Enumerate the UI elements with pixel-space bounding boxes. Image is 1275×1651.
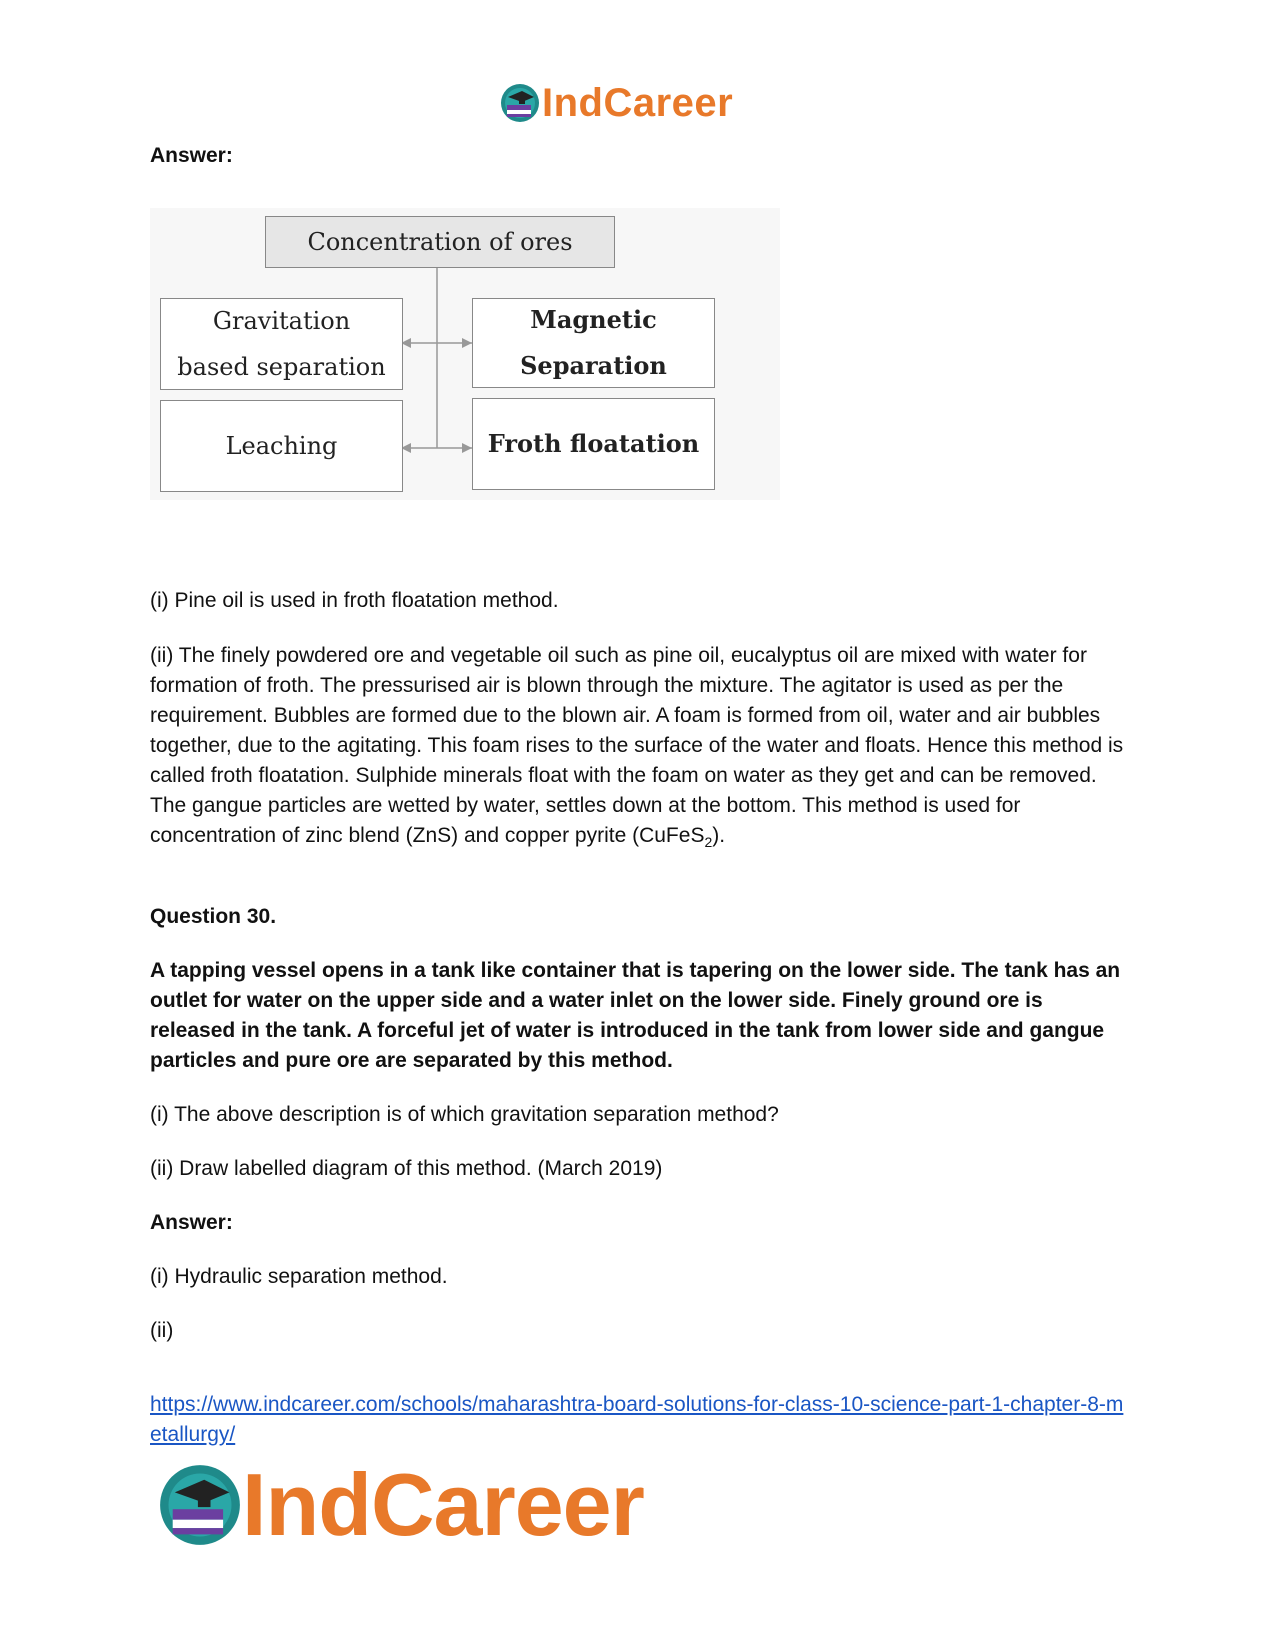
graduation-cap-books-icon	[500, 83, 540, 123]
leaching-box	[160, 400, 403, 492]
source-link[interactable]: https://www.indcareer.com/schools/maharashtra-board-solutions-for-class-10-science-part-1-chapter-8-metallurgy/	[150, 1393, 1124, 1446]
answer2-ii: (ii)	[150, 1319, 174, 1342]
footer-brand-wordmark: IndCareer	[242, 1455, 644, 1554]
question-text: A tapping vessel opens in a tank like container that is tapering on the lower side. The tank has an outlet for water on the upper side and a water inlet on the lower side. Finely ground ore is released in the tank. A forceful jet of water is introduced in the tank from lower side and gangue particles and pure ore are separated by this method.	[150, 959, 1121, 1072]
concentration-diagram	[150, 208, 780, 500]
question-ii: (ii) Draw labelled diagram of this method. (March 2019)	[150, 1157, 663, 1180]
answer-ii-subscript: 2	[704, 834, 713, 851]
answer2-i: (i) Hydraulic separation method.	[150, 1265, 448, 1288]
answer-ii-text: (ii) The finely powdered ore and vegetable oil such as pine oil, eucalyptus oil are mixed with water for formation of froth. The pressurised air is blown through the mixture. The agitator is used as per the requirement. Bubbles are formed due to the blown air. A foam is formed from oil, water and air bubbles together, due to the agitating. This foam rises to the surface of the water and floats. Hence this method is called froth floatation. Sulphide minerals float with the foam on water as they get and can be removed. The gangue particles are wetted by water, settles down at the bottom. This method is used for concentration of zinc blend (ZnS) and copper pyrite (CuFeS	[150, 644, 1124, 847]
diagram-title: Concentration of ores	[307, 228, 573, 256]
answer-heading: Answer:	[150, 144, 233, 167]
diagram-title-box	[265, 216, 615, 268]
answer-ii-paragraph	[150, 641, 1130, 857]
gravitation-label-1: Gravitation	[212, 307, 351, 335]
magnetic-box	[472, 298, 715, 388]
gravitation-label-2: based separation	[177, 353, 386, 381]
gravitation-box	[160, 298, 403, 390]
question-i: (i) The above description is of which gravitation separation method?	[150, 1103, 779, 1126]
answer-i: (i) Pine oil is used in froth floatation method.	[150, 589, 559, 612]
answer-ii-end: ).	[712, 824, 726, 847]
answer-heading-2: Answer:	[150, 1211, 233, 1234]
graduation-cap-books-icon	[158, 1463, 242, 1547]
magnetic-label-1: Magnetic	[530, 305, 657, 334]
header-logo	[500, 78, 733, 128]
magnetic-label-2: Separation	[520, 351, 667, 380]
froth-label: Froth floatation	[487, 429, 700, 458]
leaching-label: Leaching	[225, 432, 338, 460]
froth-box	[472, 398, 715, 490]
brand-wordmark: IndCareer	[542, 80, 734, 125]
footer-logo	[158, 1455, 644, 1554]
question-label: Question 30.	[150, 905, 277, 928]
